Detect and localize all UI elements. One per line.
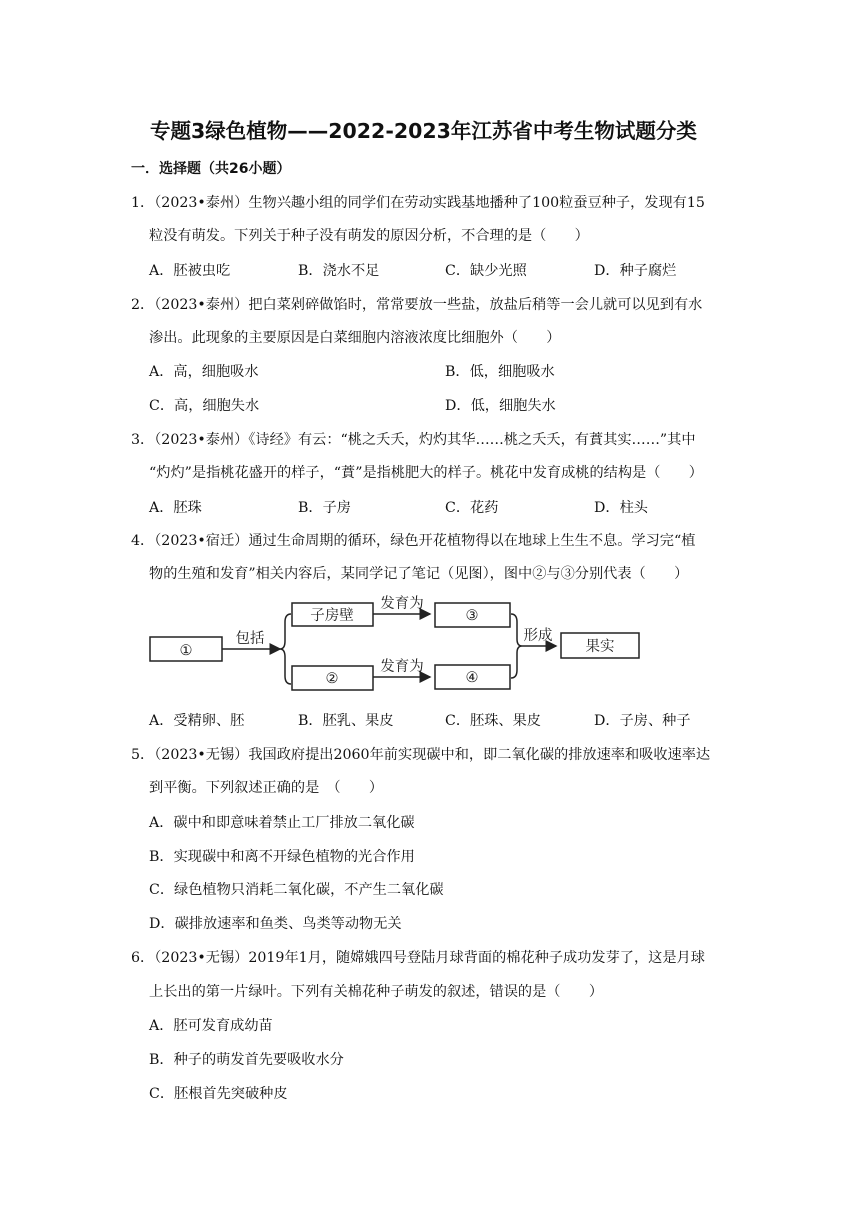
q1-option-c: C．缺少光照 bbox=[445, 263, 527, 279]
question-3-line-1: 3．（2023•泰州）《诗经》有云：“桃之夭夭，灼灼其华……桃之夭夭，有蕡其实……”其中 bbox=[131, 432, 696, 448]
q5-option-b: B．实现碳中和离不开绿色植物的光合作用 bbox=[149, 849, 415, 865]
form-label: 形成 bbox=[523, 628, 553, 644]
develop-top-label: 发育为 bbox=[380, 596, 424, 612]
q2-option-b: B．低，细胞吸水 bbox=[445, 364, 555, 380]
q4-option-d: D．子房、种子 bbox=[594, 713, 691, 729]
q6-option-c: C．胚根首先突破种皮 bbox=[149, 1086, 288, 1102]
q1-option-a: A．胚被虫吃 bbox=[149, 263, 231, 279]
include-label: 包括 bbox=[235, 631, 265, 647]
q3-option-c: C．花药 bbox=[445, 500, 499, 516]
question-4-line-1: 4．（2023•宿迁）通过生命周期的循环，绿色开花植物得以在地球上生生不息。学习完“植 bbox=[131, 533, 696, 549]
q4-option-c: C．胚珠、果皮 bbox=[445, 713, 541, 729]
q2-option-d: D．低，细胞失水 bbox=[445, 398, 556, 414]
section-heading: 一．选择题（共26小题） bbox=[131, 161, 291, 177]
question-1-line-1: 1．（2023•泰州）生物兴趣小组的同学们在劳动实践基地播种了100粒蚕豆种子，发现有15 bbox=[131, 195, 705, 211]
q2-option-c: C．高，细胞失水 bbox=[149, 398, 260, 414]
q6-option-a: A．胚可发育成幼苗 bbox=[149, 1018, 273, 1034]
q4-option-a: A．受精卵、胚 bbox=[149, 713, 245, 729]
q5-option-d: D．碳排放速率和鱼类、鸟类等动物无关 bbox=[149, 916, 402, 932]
flow-diagram bbox=[140, 594, 650, 704]
ovary-wall-label: 子房壁 bbox=[310, 608, 354, 624]
q3-option-a: A．胚珠 bbox=[149, 500, 202, 516]
develop-bottom-label: 发育为 bbox=[380, 659, 424, 675]
question-6-line-2: 上长出的第一片绿叶。下列有关棉花种子萌发的叙述，错误的是（ ） bbox=[149, 984, 604, 1000]
question-6-line-1: 6．（2023•无锡）2019年1月，随嫦娥四号登陆月球背面的棉花种子成功发芽了，这是月球 bbox=[131, 950, 705, 966]
box-2-label: ② bbox=[325, 671, 339, 687]
q5-option-a: A．碳中和即意味着禁止工厂排放二氧化碳 bbox=[149, 815, 415, 831]
page-title: 专题3绿色植物——2022-2023年江苏省中考生物试题分类 bbox=[150, 119, 697, 143]
q1-option-d: D．种子腐烂 bbox=[594, 263, 677, 279]
q1-option-b: B．浇水不足 bbox=[298, 263, 380, 279]
right-brace bbox=[511, 614, 522, 678]
q4-option-b: B．胚乳、果皮 bbox=[298, 713, 394, 729]
box-1-label: ① bbox=[179, 643, 193, 659]
fruit-label: 果实 bbox=[585, 639, 615, 655]
question-2-line-2: 渗出。此现象的主要原因是白菜细胞内溶液浓度比细胞外（ ） bbox=[149, 330, 561, 346]
q5-option-c: C．绿色植物只消耗二氧化碳，不产生二氧化碳 bbox=[149, 882, 444, 898]
q3-option-d: D．柱头 bbox=[594, 500, 648, 516]
q2-option-a: A．高，细胞吸水 bbox=[149, 364, 259, 380]
question-5-line-2: 到平衡。下列叙述正确的是 （ ） bbox=[149, 780, 384, 796]
question-4-line-2: 物的生殖和发育”相关内容后，某同学记了笔记（见图），图中②与③分别代表（ ） bbox=[149, 566, 689, 582]
box-4-label: ④ bbox=[465, 670, 479, 686]
q3-option-b: B．子房 bbox=[298, 500, 351, 516]
question-3-line-2: “灼灼”是指桃花盛开的样子，“蕡”是指桃肥大的样子。桃花中发育成桃的结构是（ ） bbox=[149, 465, 703, 481]
left-brace bbox=[280, 614, 291, 684]
question-5-line-1: 5．（2023•无锡）我国政府提出2060年前实现碳中和，即二氧化碳的排放速率和吸收速率达 bbox=[131, 747, 711, 763]
q6-option-b: B．种子的萌发首先要吸收水分 bbox=[149, 1052, 344, 1068]
question-2-line-1: 2．（2023•泰州）把白菜剁碎做馅时，常常要放一些盐，放盐后稍等一会儿就可以见到有水 bbox=[131, 297, 703, 313]
box-3-label: ③ bbox=[465, 608, 479, 624]
question-1-line-2: 粒没有萌发。下列关于种子没有萌发的原因分析，不合理的是（ ） bbox=[149, 228, 589, 244]
